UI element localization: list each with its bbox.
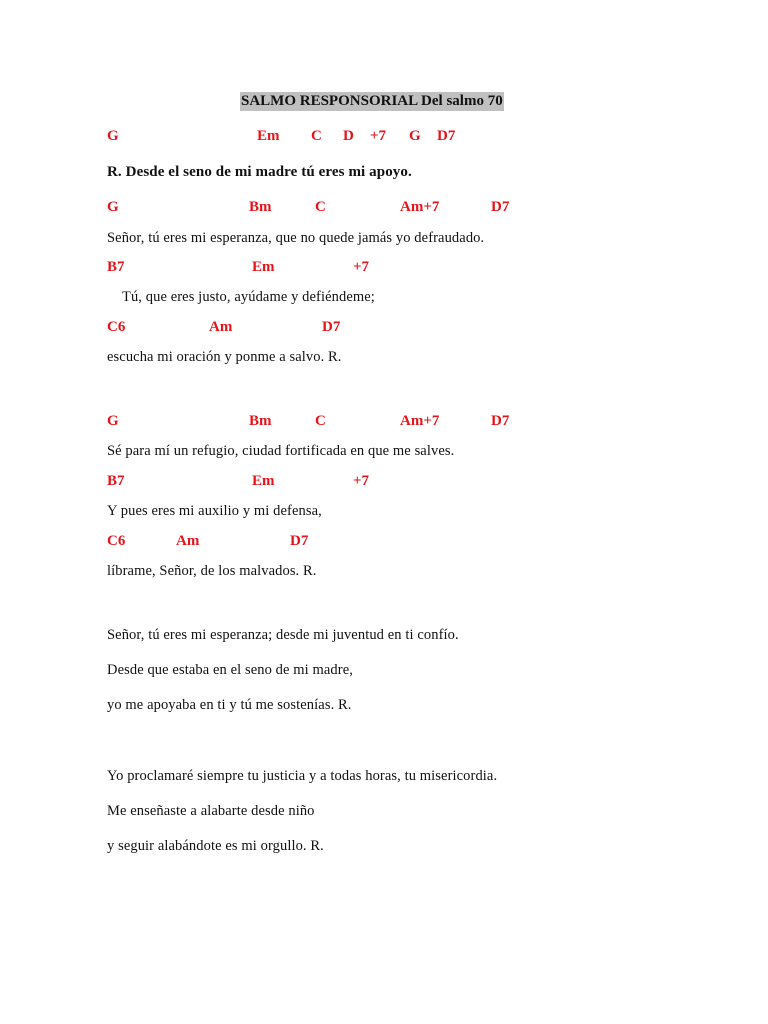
lyric-line: Desde que estaba en el seno de mi madre, [107,662,353,678]
chord: G [107,128,119,144]
chord: Bm [249,199,272,215]
chord: D7 [290,533,309,549]
chord: B7 [107,473,125,489]
lyric-line: líbrame, Señor, de los malvados. R. [107,563,317,579]
page-title: SALMO RESPONSORIAL Del salmo 70 [241,93,503,109]
chord: +7 [353,473,370,489]
chord: D [343,128,354,144]
chord: Em [257,128,280,144]
chord: Am+7 [400,199,440,215]
lyric-line: Sé para mí un refugio, ciudad fortificada en que me salves. [107,443,455,459]
chord: Em [252,473,275,489]
lyric-line: Y pues eres mi auxilio y mi defensa, [107,503,322,519]
lyric-line: Señor, tú eres mi esperanza, que no quede jamás yo defraudado. [107,230,485,246]
chord: G [107,199,119,215]
chord: Em [252,259,275,275]
chord: Am [176,533,200,549]
lyric-line: Yo proclamaré siempre tu justicia y a todas horas, tu misericordia. [107,768,498,784]
chord: Am+7 [400,413,440,429]
chord: D7 [437,128,456,144]
chord: B7 [107,259,125,275]
chord: D7 [491,199,510,215]
chord: Am [209,319,233,335]
lyric-line: Tú, que eres justo, ayúdame y defiéndeme; [122,289,375,305]
lyric-line: Me enseñaste a alabarte desde niño [107,803,315,819]
chord: Bm [249,413,272,429]
chord: C [315,413,326,429]
chord: C6 [107,319,126,335]
chord: D7 [491,413,510,429]
chord: C6 [107,533,126,549]
lyric-line: escucha mi oración y ponme a salvo. R. [107,349,342,365]
lyric-line: y seguir alabándote es mi orgullo. R. [107,838,324,854]
chord: C [311,128,322,144]
chord: +7 [370,128,387,144]
refrain-text: R. Desde el seno de mi madre tú eres mi apoyo. [107,164,412,180]
chord: G [107,413,119,429]
lyric-line: Señor, tú eres mi esperanza; desde mi juventud en ti confío. [107,627,459,643]
chord: G [409,128,421,144]
chord: +7 [353,259,370,275]
chord: C [315,199,326,215]
chord: D7 [322,319,341,335]
lyric-line: yo me apoyaba en ti y tú me sostenías. R. [107,697,352,713]
